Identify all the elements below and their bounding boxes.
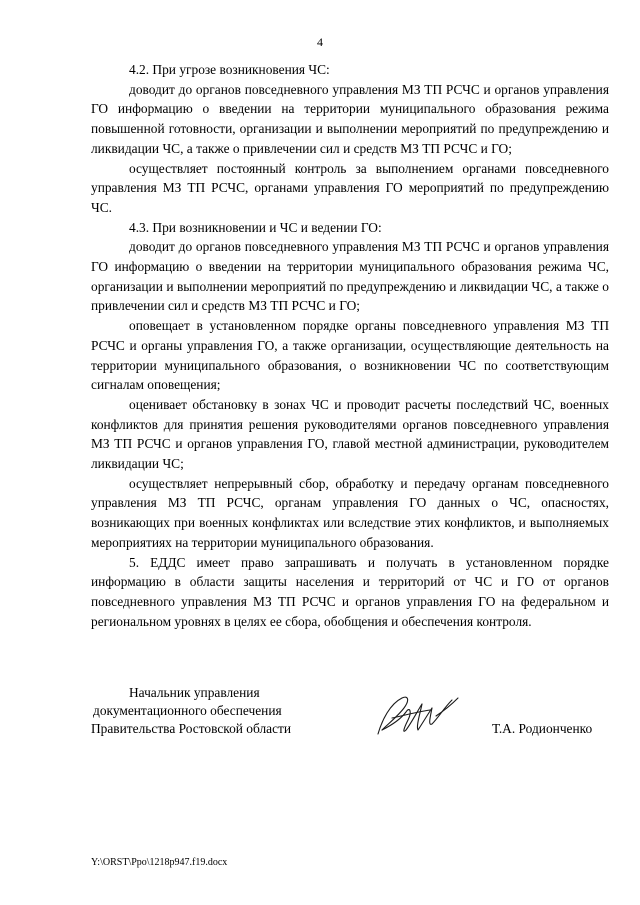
paragraph: осуществляет постоянный контроль за выполнением органами повседневного управления МЗ ТП РСЧС, органами управления ГО мероприятий по предупреждению ЧС. bbox=[91, 160, 609, 215]
position-line: документационного обеспечения bbox=[93, 703, 282, 718]
paragraph: доводит до органов повседневного управления МЗ ТП РСЧС и органов управления ГО информацию о введении на территории муниципального образования режима ЧС, организации и выполнении мероприятий по предупреждению и ликвидации ЧС, а также о привлечении сил и средств МЗ ТП РСЧС и ГО; bbox=[91, 239, 609, 314]
page-number: 4 bbox=[317, 35, 323, 49]
paragraph-4-3-heading: 4.3. При возникновении и ЧС и ведении ГО: bbox=[129, 219, 382, 235]
signatory-name: Т.А. Родионченко bbox=[492, 721, 593, 736]
paragraph: оповещает в установленном порядке органы повседневного управления МЗ ТП РСЧС и органы управления ГО, а также организации, осуществляющие деятельность на территории муниципального образования, о возникновении ЧС по соответствующим сигналам оповещения; bbox=[91, 318, 609, 393]
file-path: Y:\ORST\Ppo\1218p947.f19.docx bbox=[91, 857, 228, 868]
paragraph-4-2-heading: 4.2. При угрозе возникновения ЧС: bbox=[129, 62, 330, 77]
handwritten-signature bbox=[372, 690, 462, 742]
paragraph: доводит до органов повседневного управления МЗ ТП РСЧС и органов управления ГО информацию о введении на территории муниципального образования режима повышенной готовности, организации и выполнении мероприятий по предупреждению и ликвидации ЧС, а также о привлечении сил и средств МЗ ТП РСЧС и ГО; bbox=[91, 81, 609, 156]
signatory-position bbox=[91, 684, 291, 738]
paragraph: осуществляет непрерывный сбор, обработку и передачу органам повседневного управления МЗ ТП РСЧС, органам управления ГО данных о ЧС, опасностях, возникающих при военных конфликтах или вследствие этих конфликтов, и выполняемых мероприятиях на территории муниципального образования. bbox=[91, 475, 609, 550]
paragraph: оценивает обстановку в зонах ЧС и проводит расчеты последствий ЧС, военных конфликтов для принятия решения руководителями органов повседневного управления МЗ ТП РСЧС и органов управления ГО, главой местной администрации, руководителем ликвидации ЧС; bbox=[91, 396, 609, 472]
position-line: Правительства Ростовской области bbox=[91, 721, 292, 736]
document-body bbox=[91, 60, 609, 631]
paragraph-5: 5. ЕДДС имеет право запрашивать и получать в установленном порядке информацию в области защиты населения и территорий от ЧС и ГО от органов повседневного управления МЗ ТП РСЧС и органов управления ГО на федеральном и региональном уровнях в целях ее сбора, обобщения и обеспечения контроля. bbox=[91, 554, 609, 629]
position-line: Начальник управления bbox=[129, 685, 260, 700]
